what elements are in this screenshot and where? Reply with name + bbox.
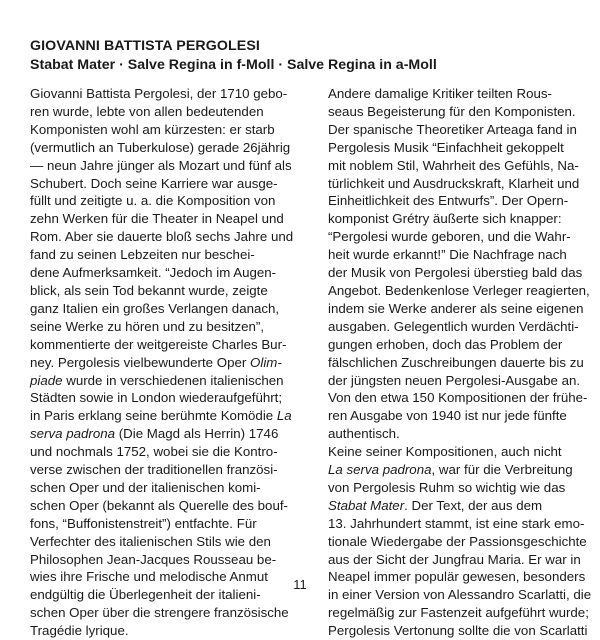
text-line [310,515,585,533]
text-line [310,354,584,372]
text-line [310,497,576,515]
text-line [310,479,576,497]
text-run: fand zu seinen Lebzeiten nur beschei- [30,247,255,263]
text-line [310,551,581,569]
text-line [30,264,292,282]
text-run: der jüngsten neuen Pergolesi-Ausgabe an. [328,372,581,388]
text-line [30,318,292,336]
text-line [30,551,292,569]
text-run: schen Oper über die strengere französische [30,605,289,621]
text-run: seaus Begeisterung für den Komponisten. [328,103,576,119]
left-column [30,85,292,640]
text-line [310,228,576,246]
paragraph-2 [310,85,590,443]
text-run: “Pergolesi wurde geboren, und die Wahr- [328,229,571,245]
text-run: ren wurde, lebte von allen bedeutenden [30,103,264,119]
text-line [310,264,583,282]
text-line [30,354,292,372]
text-run: Neapel immer populär gewesen, besonders [328,569,586,585]
text-line [310,192,576,210]
text-run: in Paris erklang seine berühmte Komödie [30,408,277,424]
text-run: zehn Werken für die Theater in Neapel und [30,211,284,227]
text-line [30,389,292,407]
text-line [30,622,292,640]
text-run: Komponisten wohl am kürzesten: er starb [30,121,275,137]
italic-title-run: piade [30,372,63,388]
text-line [30,103,292,121]
text-run: ney. Pergolesis vielbewunderte Oper [30,354,251,370]
text-run: Philosophen Jean-Jacques Rousseau be- [30,551,277,567]
text-run: (Die Magd als Herrin) 1746 [115,426,279,442]
text-line [30,407,292,425]
text-run: Verfechter des italienischen Stils wie den [30,533,271,549]
text-run: fons, “Buffonistenstreit”) entfachte. Für [30,515,257,531]
text-run: ausgaben. Gelegentlich wurden Verdächti- [328,318,579,334]
text-run: aus der Sicht der Jungfrau Maria. Er war in [328,551,581,567]
text-run: . Der Text, der aus dem [404,497,543,513]
text-line [310,372,581,390]
text-line [30,515,292,533]
text-line [310,210,576,228]
text-line [30,604,292,622]
text-run: Rom. Aber sie dauerte bloß sechs Jahre und [30,229,294,245]
text-run: endgültig die Überlegenheit der italieni- [30,587,261,603]
text-run: der Musik von Pergolesi überstieg bald das [328,265,583,281]
italic-title-run: La serva padrona [328,462,432,478]
text-run: ren Ausgabe von 1940 ist nur jede fünfte [328,408,567,424]
text-line [310,461,576,479]
text-run: Städten sowie in London wiederaufgeführt; [30,390,283,406]
text-line [310,425,576,443]
text-run: in einer Version von Alessandro Scarlatti, die [328,587,592,603]
text-run: (vermutlich an Tuberkulose) gerade 26jährig [30,139,291,155]
text-run: ganz Italien ein großes Verlangen danach, [30,300,280,316]
text-run: Der spanische Theoretiker Arteaga fand in [328,121,577,137]
text-line [310,622,588,640]
text-run: kommentierte der weitgereiste Charles Bur- [30,336,287,352]
text-run: fälschlichen Zuschreibungen dauerte bis zu [328,354,584,370]
article-heading [30,37,580,75]
text-run: Einheitlichkeit des Entwurfs”. Der Opern- [328,193,569,209]
text-line [310,389,588,407]
text-line [310,85,576,103]
text-line [30,533,292,551]
text-run: , war für die Verbreitung [431,462,573,478]
text-run: Keine seiner Kompositionen, auch nicht [328,444,562,460]
text-run: heit wurde erkannt!” Die Nachfrage nach [328,247,567,263]
composer-name: GIOVANNI BATTISTA PERGOLESI [30,38,260,54]
italic-title-run: serva padrona [30,426,116,442]
page-number: 11 [293,577,307,592]
text-run: füllt und zeitigte u. a. die Komposition von [30,193,276,209]
text-run: Andere damalige Kritiker teilten Rous- [328,86,552,101]
text-line [310,300,584,318]
text-run: türlichkeit und Ausdruckskraft, Klarheit und [328,175,580,191]
right-column [310,85,592,640]
text-run: Angebot. Bedenkenlose Verleger reagierten, [328,282,590,298]
text-run: und nochmals 1752, wobei sie die Kontro- [30,444,278,460]
text-run: wurde in verschiedenen italienischen [62,372,284,388]
text-line [310,103,576,121]
text-line [310,121,576,139]
text-line [30,157,292,175]
text-line [310,157,579,175]
works-subtitle: Stabat Mater · Salve Regina in f-Moll · Salve Regina in a-Moll [30,57,437,73]
text-line [310,318,579,336]
text-line [30,85,292,103]
text-run: Tragédie lyrique. [30,623,129,639]
text-run: 13. Jahrhundert stammt, ist eine stark emo- [328,515,585,531]
text-run: mit noblem Stil, Wahrheit des Gefühls, Na- [328,157,579,173]
text-run: Pergolesis Musik “Einfachheit gekoppelt [328,139,564,155]
text-line [30,246,292,264]
text-line [310,175,580,193]
text-line [30,282,292,300]
text-line [30,497,292,515]
text-run: authentisch. [328,426,400,442]
text-line [310,246,576,264]
text-line [30,372,292,390]
text-run: dene Aufmerksamkeit. “Jedoch im Augen- [30,265,277,281]
text-run: Von den etwa 150 Kompositionen der frühe- [328,390,588,406]
italic-title-run: Stabat Mater [328,497,405,513]
text-line [310,533,587,551]
text-run: — neun Jahre jünger als Mozart und fünf als [30,157,292,173]
text-run: schen Oper (bekannt als Querelle des bouf- [30,497,288,513]
text-run: komponist Grétry äußerte sich knapper: [328,211,562,227]
text-run: verse zwischen der traditionellen französi- [30,462,278,478]
text-line [310,336,576,354]
text-run: blick, als sein Tod bekannt wurde, zeigte [30,282,268,298]
text-line [310,407,576,425]
text-line [30,139,292,157]
text-line [30,121,292,139]
text-run: wies ihre Frische und melodische Anmut [30,569,268,585]
text-run: indem sie Werke anderer als seine eigenen [328,300,584,316]
text-run: schen Oper und der italienischen komi- [30,479,261,495]
text-line [30,425,292,443]
text-line [310,139,576,157]
text-line [30,479,292,497]
text-run: Pergolesis Vertonung sollte die von Scarlatti [328,623,588,639]
text-run: gungen erhoben, doch das Problem der [328,336,563,352]
text-run: Schubert. Doch seine Karriere war ausge- [30,175,278,191]
paragraph-3 [310,443,592,640]
text-line [30,461,292,479]
text-line [30,175,292,193]
text-run: tionale Wiedergabe der Passionsgeschichte [328,533,587,549]
text-line [30,336,292,354]
text-line [30,300,292,318]
text-line [30,210,292,228]
text-line [310,282,590,300]
text-run: regelmäßig zur Fastenzeit aufgeführt wurde; [328,605,589,621]
text-run: Giovanni Battista Pergolesi, der 1710 gebo- [30,86,288,101]
text-line [30,443,292,461]
text-line [310,443,576,461]
text-line [30,228,292,246]
italic-title-run: La [276,408,292,424]
text-line [310,604,589,622]
paragraph-1 [30,85,292,640]
text-run: seine Werke zu hören und zu besitzen”, [30,318,265,334]
text-run: von Pergolesis Ruhm so wichtig wie das [328,479,566,495]
text-line [30,192,292,210]
italic-title-run: Olim- [250,354,282,370]
